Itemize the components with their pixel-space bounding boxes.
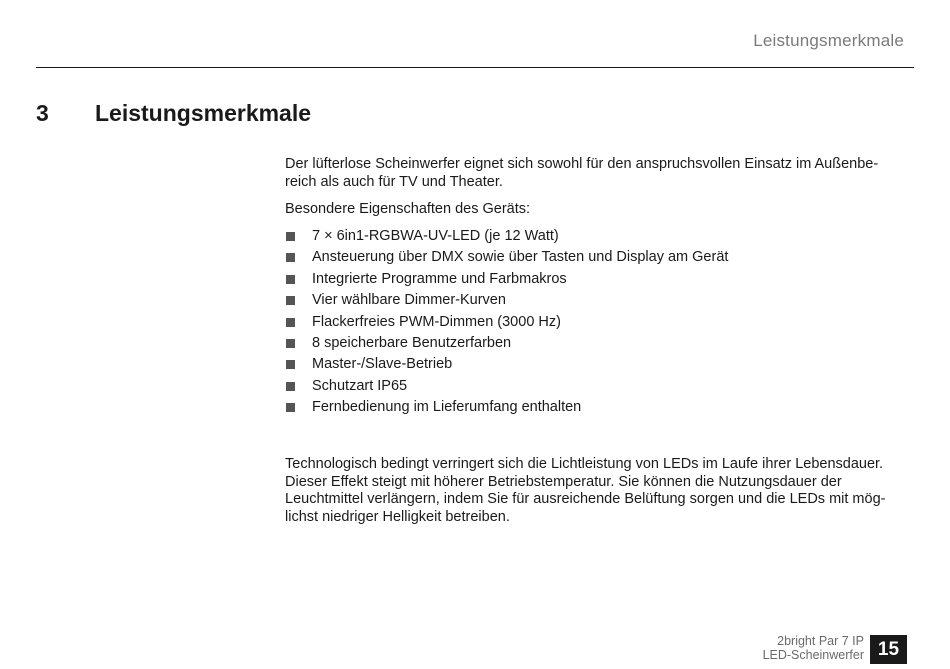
feature-item <box>285 356 728 377</box>
feature-item <box>285 249 728 270</box>
footer-product-line2: LED-Scheinwerfer <box>762 648 864 662</box>
feature-item <box>285 378 728 399</box>
feature-text: Integrierte Programme und Farbmakros <box>312 270 567 287</box>
running-header: Leistungsmerkmale <box>753 31 904 50</box>
square-bullet-icon <box>286 403 295 412</box>
feature-text: Ansteuerung über DMX sowie über Tasten und Display am Gerät <box>312 249 729 266</box>
footer-product-name <box>763 634 864 662</box>
feature-text: Vier wählbare Dimmer-Kurven <box>312 292 506 309</box>
feature-text: 8 speicherbare Benutzerfarben <box>312 334 512 351</box>
chapter-title: Leistungsmerkmale <box>95 100 312 126</box>
chapter-number: 3 <box>36 100 49 126</box>
feature-text: Master-/Slave-Betrieb <box>312 356 453 373</box>
feature-list <box>285 228 728 421</box>
feature-item <box>285 399 728 420</box>
feature-text: Fernbedienung im Lieferumfang enthalten <box>312 399 582 416</box>
feature-item <box>285 271 728 292</box>
feature-text: 7 × 6in1-RGBWA-UV-LED (je 12 Watt) <box>312 228 559 244</box>
feature-item <box>285 292 728 313</box>
led-lifetime-note: Technologisch bedingt verringert sich die Lichtleistung von LEDs im Laufe ihrer Lebensdauer. Dieser Effekt steigt mit höherer Betriebstemperatur. Sie können die Nutzungsdauer der Leuchtmittel verlängern, indem Sie für ausreichende Belüftung sorgen und die LEDs mit mög- lichst niedriger Helligkeit betreiben. <box>285 456 886 525</box>
header-divider <box>36 67 914 68</box>
square-bullet-icon <box>286 360 295 369</box>
intro-paragraph: Der lüfterlose Scheinwerfer eignet sich sowohl für den anspruchsvollen Einsatz im Außenbe- reich als auch für TV und Theater. <box>285 156 879 190</box>
feature-item <box>285 335 728 356</box>
feature-text: Schutzart IP65 <box>312 377 408 394</box>
square-bullet-icon <box>286 296 295 305</box>
feature-text: Flackerfreies PWM-Dimmen (3000 Hz) <box>312 313 561 330</box>
square-bullet-icon <box>286 339 295 348</box>
feature-item <box>285 314 728 335</box>
square-bullet-icon <box>286 253 295 262</box>
feature-item <box>285 228 728 249</box>
square-bullet-icon <box>286 318 295 327</box>
square-bullet-icon <box>286 275 295 284</box>
page-number-badge: 15 <box>870 635 907 664</box>
features-label: Besondere Eigenschaften des Geräts: <box>285 201 531 217</box>
square-bullet-icon <box>286 232 295 241</box>
footer-product-line1: 2bright Par 7 IP <box>777 634 864 648</box>
square-bullet-icon <box>286 382 295 391</box>
